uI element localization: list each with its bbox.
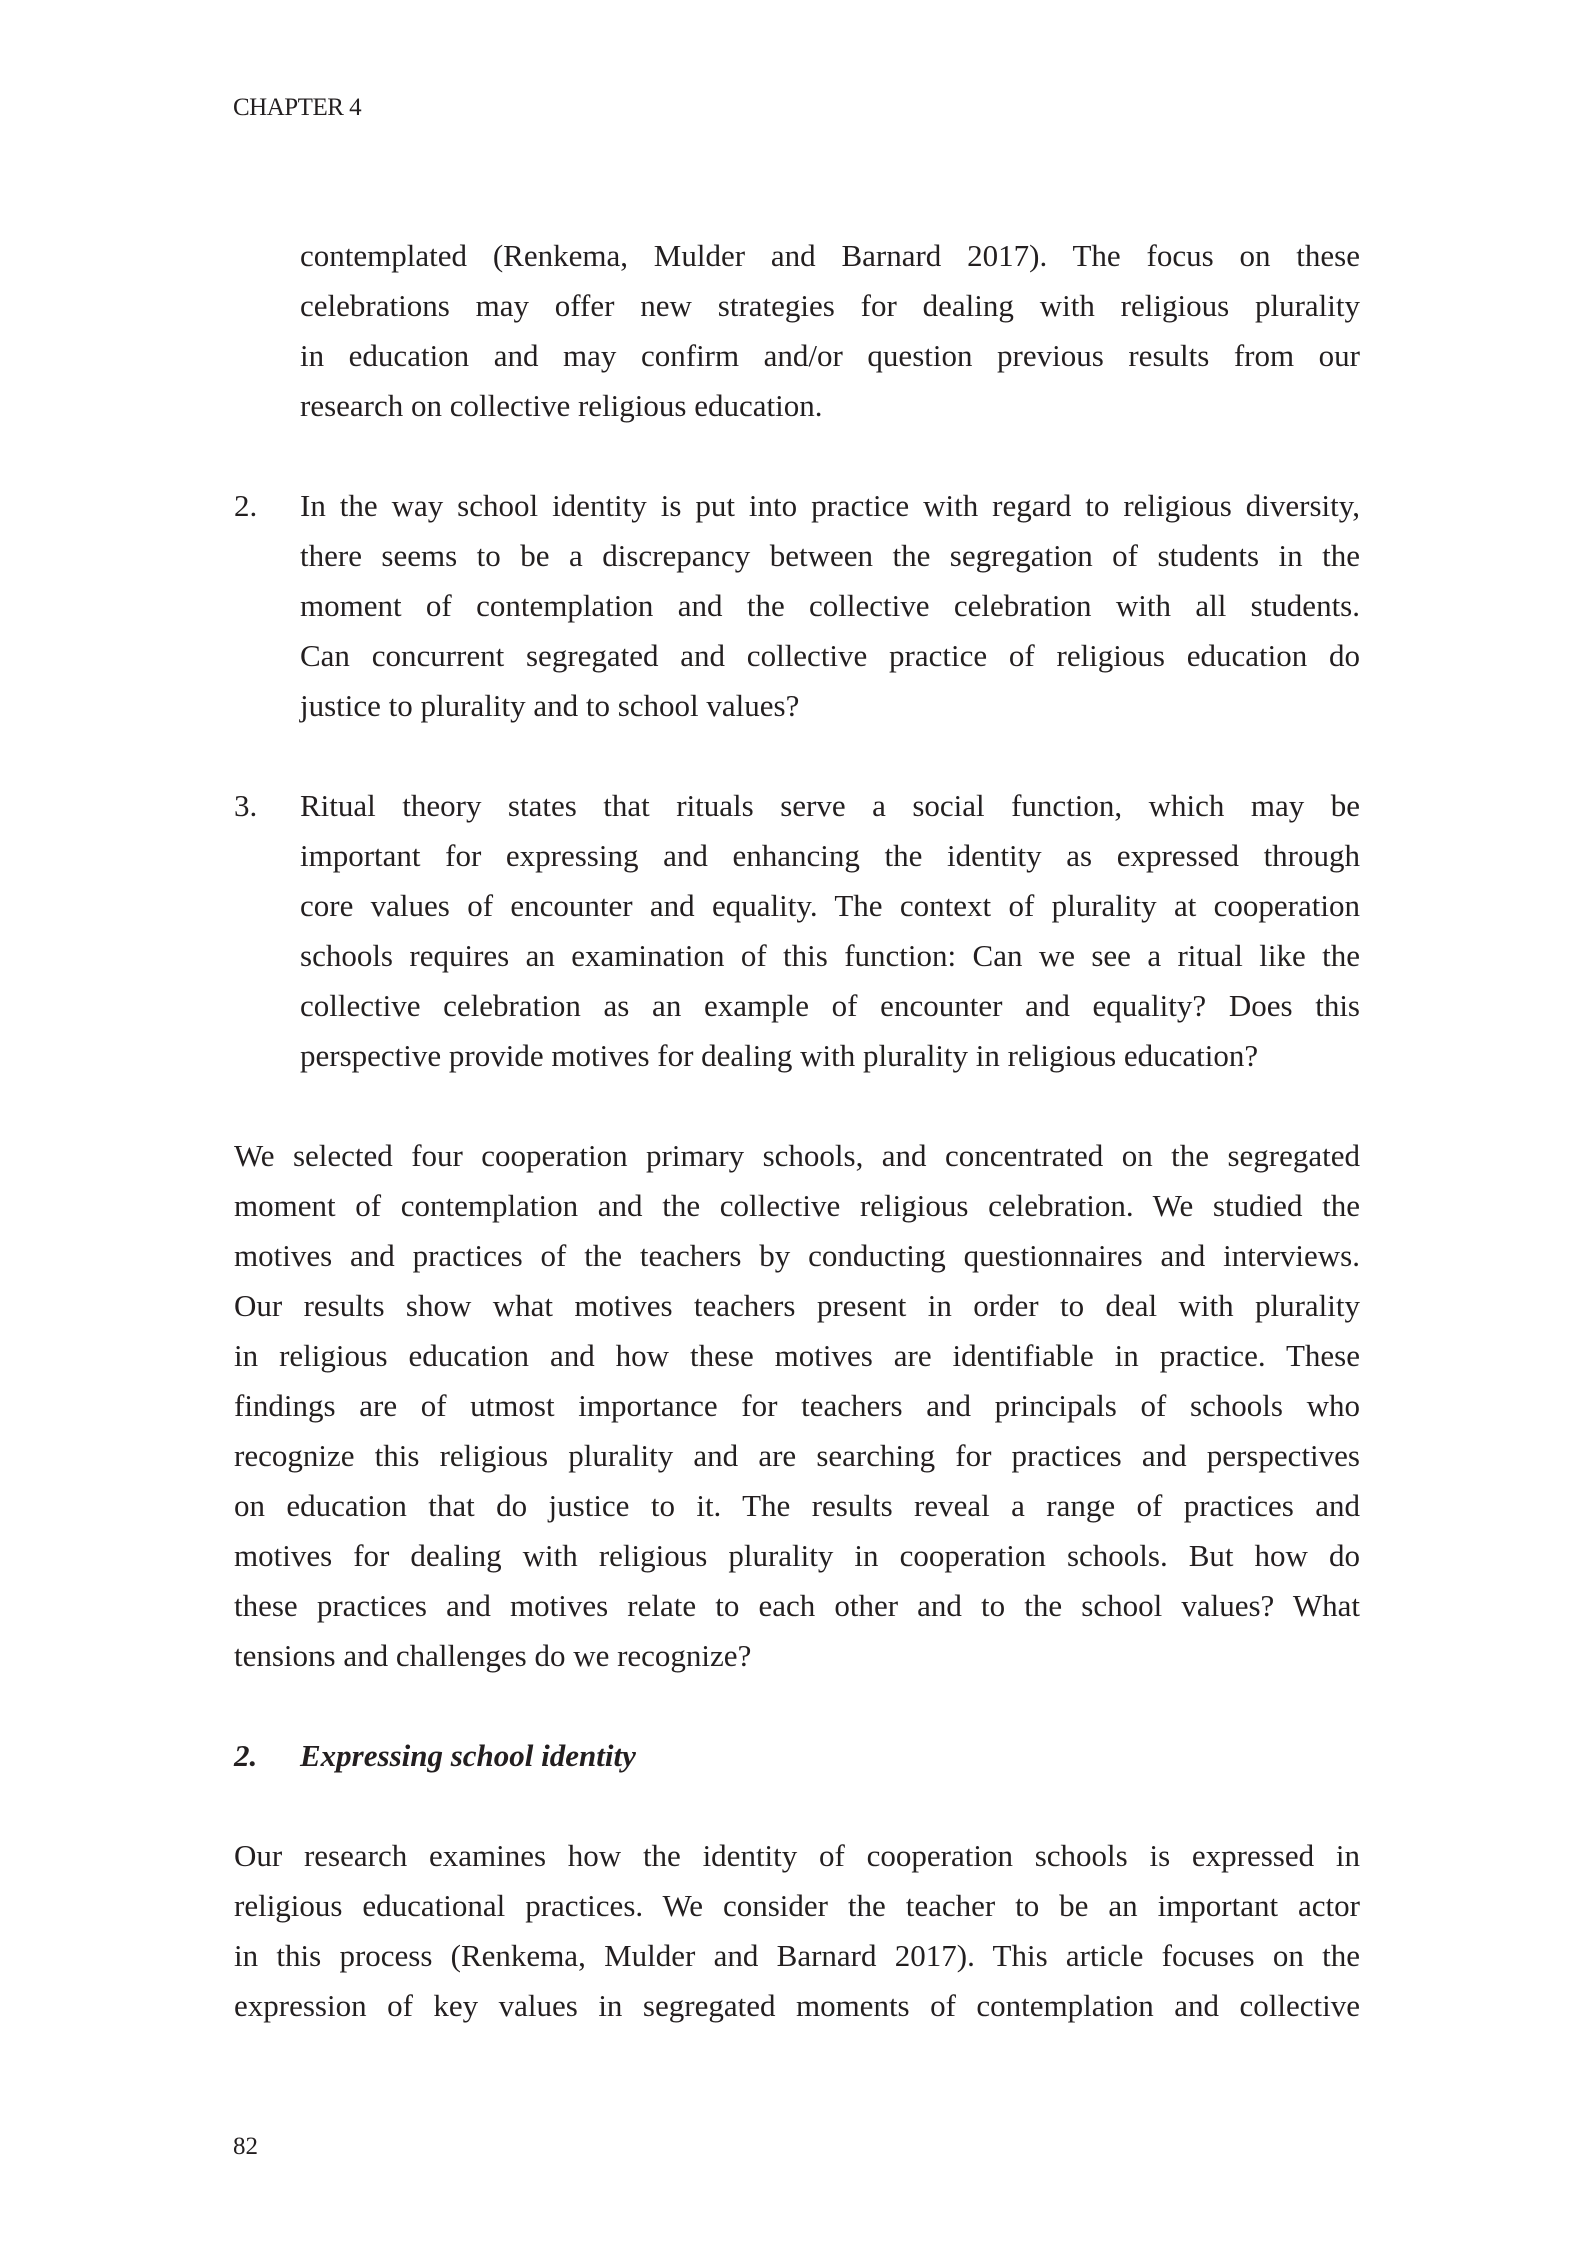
section-heading bbox=[234, 1731, 1360, 1781]
section-number: 2. bbox=[234, 1738, 258, 1773]
text-line: recognize this religious plurality and are searching for practices and perspectives bbox=[234, 1438, 1360, 1473]
text-line: perspective provide motives for dealing with plurality in religious education? bbox=[300, 1038, 1259, 1073]
text-line: there seems to be a discrepancy between the segregation of students in the bbox=[300, 538, 1360, 573]
text-line: justice to plurality and to school values? bbox=[300, 688, 800, 723]
text-line: We selected four cooperation primary schools, and concentrated on the segregated bbox=[234, 1138, 1360, 1173]
text-line: important for expressing and enhancing the identity as expressed through bbox=[300, 838, 1360, 873]
page-number: 82 bbox=[233, 2133, 258, 2160]
text-line: in education and may confirm and/or question previous results from our bbox=[300, 338, 1360, 373]
text-line: expression of key values in segregated moments of contemplation and collective bbox=[234, 1988, 1360, 2023]
text-line: motives for dealing with religious plurality in cooperation schools. But how do bbox=[234, 1538, 1360, 1573]
list-item-number: 3. bbox=[234, 788, 258, 823]
text-line: research on collective religious education. bbox=[300, 388, 823, 423]
text-line: on education that do justice to it. The results reveal a range of practices and bbox=[234, 1488, 1360, 1523]
text-line: schools requires an examination of this function: Can we see a ritual like the bbox=[300, 938, 1360, 973]
text-line: in this process (Renkema, Mulder and Barnard 2017). This article focuses on the bbox=[234, 1938, 1360, 1973]
text-line: motives and practices of the teachers by conducting questionnaires and interviews. bbox=[234, 1238, 1360, 1273]
text-line: religious educational practices. We consider the teacher to be an important actor bbox=[234, 1888, 1360, 1923]
paragraph bbox=[234, 1831, 1360, 2031]
list-item bbox=[234, 781, 1360, 1081]
text-line: in religious education and how these motives are identifiable in practice. These bbox=[234, 1338, 1360, 1373]
text-line: celebrations may offer new strategies for dealing with religious plurality bbox=[300, 288, 1360, 323]
list-item-number: 2. bbox=[234, 488, 258, 523]
text-line: tensions and challenges do we recognize? bbox=[234, 1638, 752, 1673]
section-title: Expressing school identity bbox=[300, 1738, 636, 1773]
text-line: contemplated (Renkema, Mulder and Barnard 2017). The focus on these bbox=[300, 238, 1360, 273]
text-line: moment of contemplation and the collective celebration with all students. bbox=[300, 588, 1360, 623]
text-line: Our results show what motives teachers present in order to deal with plurality bbox=[234, 1288, 1360, 1323]
page-body bbox=[234, 231, 1360, 2081]
running-head: CHAPTER 4 bbox=[233, 94, 362, 121]
text-line: moment of contemplation and the collective religious celebration. We studied the bbox=[234, 1188, 1360, 1223]
text-line: Our research examines how the identity of cooperation schools is expressed in bbox=[234, 1838, 1360, 1873]
text-line: findings are of utmost importance for teachers and principals of schools who bbox=[234, 1388, 1360, 1423]
text-line: core values of encounter and equality. The context of plurality at cooperation bbox=[300, 888, 1360, 923]
text-line: Ritual theory states that rituals serve a social function, which may be bbox=[300, 788, 1360, 823]
paragraph bbox=[234, 1131, 1360, 1681]
text-line: collective celebration as an example of encounter and equality? Does this bbox=[300, 988, 1360, 1023]
list-item bbox=[234, 481, 1360, 731]
text-line: In the way school identity is put into practice with regard to religious diversity, bbox=[300, 488, 1360, 523]
text-line: Can concurrent segregated and collective practice of religious education do bbox=[300, 638, 1360, 673]
text-line: these practices and motives relate to each other and to the school values? What bbox=[234, 1588, 1360, 1623]
list-item bbox=[234, 231, 1360, 431]
